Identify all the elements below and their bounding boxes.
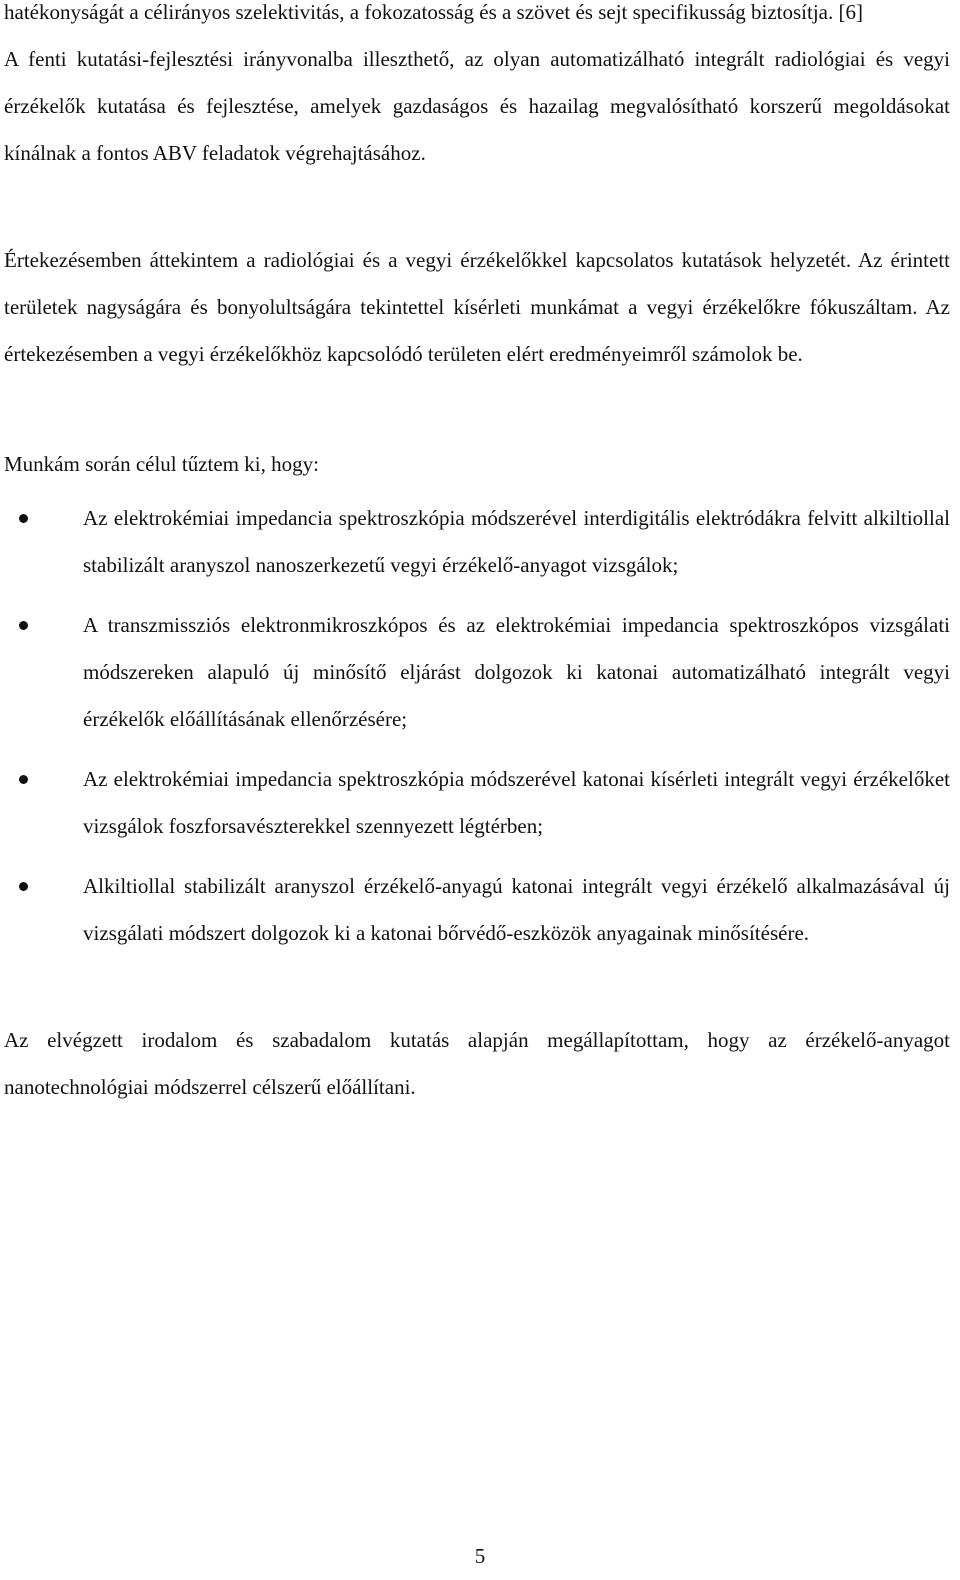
list-item-text: Alkiltiollal stabilizált aranyszol érzékelő-anyagú katonai integrált vegyi érzékelő alkalmazásával új vizsgálati módszert dolgozok ki a katonai bőrvédő-eszközök anyagainak minősítésére. — [83, 874, 950, 945]
paragraph-continuation: hatékonyságát a célirányos szelektivitás, a fokozatosság és a szövet és sejt specifikusság biztosítja. [6] — [4, 0, 863, 24]
paragraph-objectives-intro: Munkám során célul tűztem ki, hogy: — [4, 452, 319, 476]
paragraph-dissertation-overview: Értekezésemben áttekintem a radiológiai és a vegyi érzékelőkkel kapcsolatos kutatások helyzetét. Az érintett területek nagyságára és bonyolultságára tekintettel kísérleti munkámat a vegyi érzékelőkre fókuszáltam. Az értekezésemben a vegyi érzékelőkhöz kapcsolódó területen elért eredményeimről számolok be. — [4, 248, 950, 366]
list-item-text: A transzmissziós elektronmikroszkópos és az elektrokémiai impedancia spektroszkópos vizsgálati módszereken alapuló új minősítő eljárást dolgozok ki katonai automatizálható integrált vegyi érzékelők előállításának ellenőrzésére; — [83, 613, 950, 731]
list-item — [4, 756, 950, 850]
bullet-icon — [19, 775, 28, 784]
bullet-icon — [19, 621, 28, 630]
objectives-list — [4, 495, 950, 957]
bullet-icon — [19, 882, 28, 891]
list-item — [4, 863, 950, 957]
list-item-text: Az elektrokémiai impedancia spektroszkópia módszerével katonai kísérleti integrált vegyi érzékelőket vizsgálok foszforsavészterekkel szennyezett légtérben; — [83, 767, 950, 838]
paragraph-research-direction: A fenti kutatási-fejlesztési irányvonalba illeszthető, az olyan automatizálható integrált radiológiai és vegyi érzékelők kutatása és fejlesztése, amelyek gazdaságos és hazailag megvalósítható korszerű megoldásokat kínálnak a fontos ABV feladatok végrehajtásához. — [4, 47, 950, 165]
list-item-text: Az elektrokémiai impedancia spektroszkópia módszerével interdigitális elektródákra felvitt alkiltiollal stabilizált aranyszol nanoszerkezetű vegyi érzékelő-anyagot vizsgálok; — [83, 506, 950, 577]
list-item — [4, 495, 950, 589]
list-item — [4, 602, 950, 743]
paragraph-conclusion: Az elvégzett irodalom és szabadalom kutatás alapján megállapítottam, hogy az érzékelő-anyagot nanotechnológiai módszerrel célszerű előállítani. — [4, 1028, 950, 1099]
page-number: 5 — [474, 1544, 486, 1568]
bullet-icon — [19, 514, 28, 523]
document-page — [4, 0, 950, 1111]
